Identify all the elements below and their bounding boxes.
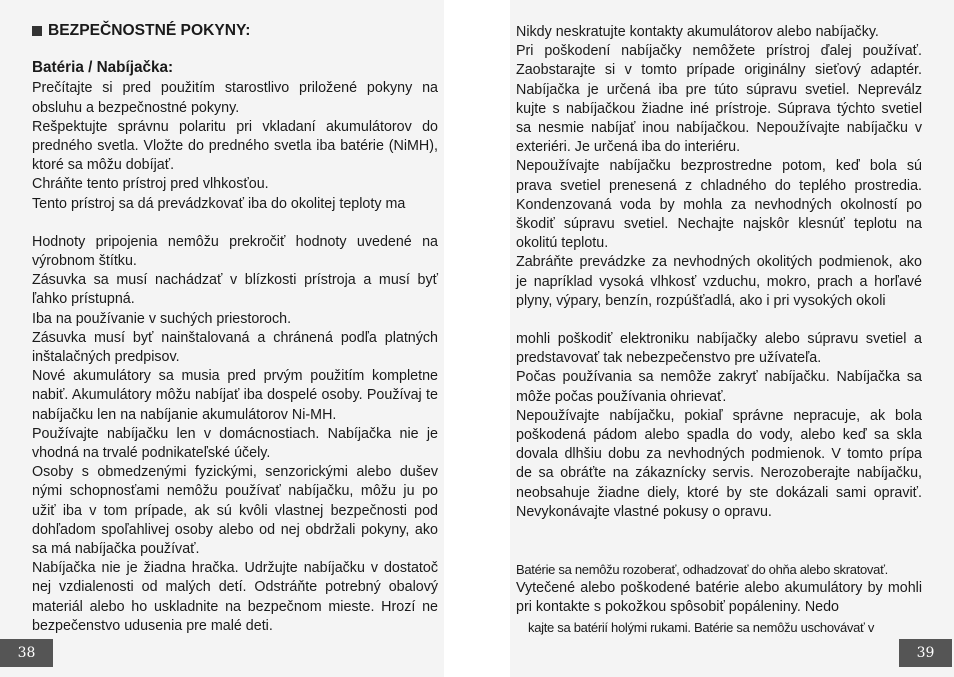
paragraph: Používajte nabíjačku len v domácnostiach. Nabíjačka nie je vhodná na trvalé podnikateľské účely. bbox=[32, 425, 438, 462]
paragraph: Vytečené alebo poškodené batérie alebo akumulátory by mohli pri kontakte s pokožkou spôsobiť popáleniny. Nedo bbox=[516, 580, 922, 616]
paragraph: Zabráňte prevádzke za nevhodných okolitých podmienok, ako je napríklad vysoká vlhkosť vzduchu, mokro, prach a horľavé plyny, výpary, benzín, rozpúšťadlá, ako i pri vysokých okoli bbox=[516, 254, 922, 309]
paragraph: Nové akumulátory sa musia pred prvým použitím kompletne nabiť. Akumulátory môžu nabíjať iba dospelé osoby. Používaj te nabíjačku len na nabíjanie akumulátorov Ni-MH. bbox=[32, 368, 438, 423]
paragraph: Chráňte tento prístroj pred vlhkosťou. bbox=[32, 176, 269, 193]
square-bullet-icon bbox=[32, 26, 42, 36]
paragraph: Počas používania sa nemôže zakryť nabíjačku. Nabíjačka sa môže počas používania ohrievať. bbox=[516, 369, 922, 405]
page-number-left: 38 bbox=[0, 639, 53, 667]
section-title: BEZPEČNOSTNÉ POKYNY: bbox=[48, 22, 251, 39]
paragraph: Nabíjačka nie je žiadna hračka. Udržujte nabíjačku v dostatoč nej vzdialenosti od malých detí. Odstráňte potrebný obalový materiál alebo ho uskladnite na bezpečnom mieste. Hrozí ne bezpečenstvo udusenia pre malé deti. bbox=[32, 560, 438, 634]
paragraph: Rešpektujte správnu polaritu pri vkladaní akumulátorov do predného svetla. Vložte do predného svetla iba batérie (NiMH), ktoré sa môžu dobíjať. bbox=[32, 118, 438, 174]
paragraph: Iba na používanie v suchých priestoroch. bbox=[32, 310, 292, 327]
paragraph: Nikdy neskratujte kontakty akumulátorov alebo nabíjačky. bbox=[516, 24, 879, 40]
paragraph: Pri poškodení nabíjačky nemôžete prístroj ďalej používať. Zaobstarajte si v tomto prípade originálny sieťový adaptér. Nabíjačka je určená iba pre túto súpravu svetiel. Nepreválz kujte s nabíjačkou žiadne iné prístroje. Súprava týchto svetiel sa nesmie nabíjať inou nabíjačkou. Nepoužívajte nabíjačku v exteriéri. Je určená iba do interiéru. bbox=[516, 43, 922, 156]
subsection-title: Batéria / Nabíjačka: bbox=[32, 59, 174, 77]
paragraph: Tento prístroj sa dá prevádzkovať iba do okolitej teploty ma bbox=[32, 195, 406, 212]
gutter-right bbox=[477, 0, 510, 677]
paragraph: Nepoužívajte nabíjačku, pokiaľ správne nepracuje, ak bola poškodená pádom alebo spadla do vody, alebo keď sa skla dovala dlhšiu dobu za nevhodných podmienok. V tomto prípa de sa obráťte na zákaznícky servis. Nerozoberajte nabíjačku, neobsahuje žiadne diely, ktoré by ste dokázali sami opraviť. Nevykonávajte vlastné pokusy o opravu. bbox=[516, 407, 922, 520]
paragraph: Zásuvka sa musí nachádzať v blízkosti prístroja a musí byť ľahko prístupná. bbox=[32, 272, 438, 308]
paragraph: Nepoužívajte nabíjačku bezprostredne potom, keď bola sú prava svetiel prenesená z chladného do teplého prostredia. Kondenzovaná voda by mohla za nevhodných okolností po škodiť súpravu svetiel. Nechajte najskôr klesnúť teplotu na okolitú teplotu. bbox=[516, 158, 922, 252]
page-number-right: 39 bbox=[899, 639, 952, 667]
paragraph: Hodnoty pripojenia nemôžu prekročiť hodnoty uvedené na výrobnom štítku. bbox=[32, 233, 438, 270]
paragraph: mohli poškodiť elektroniku nabíjačky alebo súpravu svetiel a predstavovať tak nebezpečenstvo pre užívateľa. bbox=[516, 331, 922, 367]
paragraph: Prečítajte si pred použitím starostlivo priložené pokyny na obsluhu a bezpečnostné pokyny. bbox=[32, 80, 438, 116]
section-heading bbox=[32, 21, 438, 40]
paragraph: Zásuvka musí byť nainštalovaná a chránená podľa platných inštalačných predpisov. bbox=[32, 329, 438, 366]
small-paragraph: kajte sa batérií holými rukami. Batérie sa nemôžu uschovávať v bbox=[528, 619, 875, 635]
right-column bbox=[516, 23, 922, 637]
paragraph: Osoby s obmedzenými fyzickými, senzorickými alebo dušev nými schopnosťami nemôžu používať nabíjačku, môžu ju po užiť iba v tom prípade, ak sú kvôli vlastnej bezpečnosti pod dohľadom spoľahlivej osoby alebo od nej obdržali pokyny, ako sa má nabíjačka používať. bbox=[32, 464, 438, 558]
small-paragraph: Batérie sa nemôžu rozoberať, odhadzovať do ohňa alebo skratovať. bbox=[516, 562, 888, 578]
gutter-left bbox=[444, 0, 477, 677]
left-column bbox=[32, 21, 438, 636]
